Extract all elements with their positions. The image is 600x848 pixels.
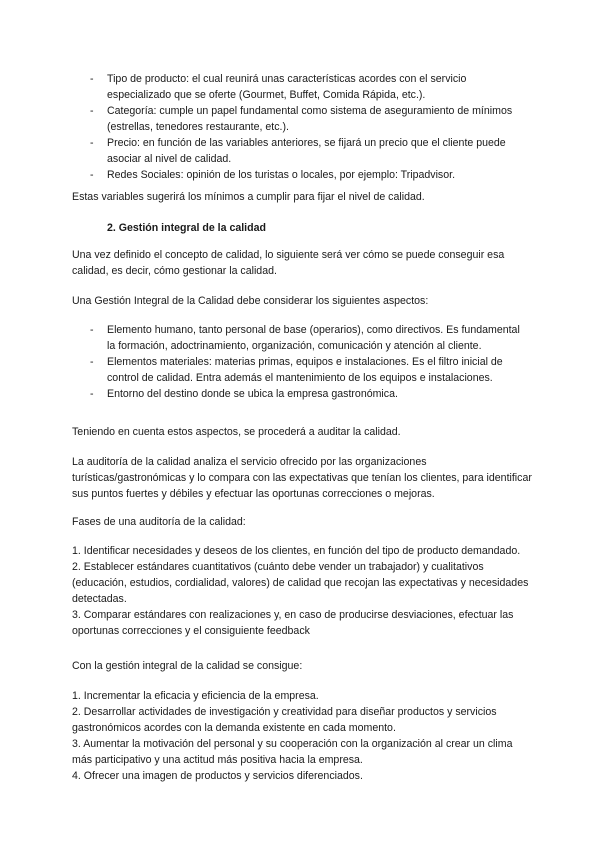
list-item-text: Elementos materiales: materias primas, equipos e instalaciones. Es el filtro inicial de control de calidad. Entra además el mantenimiento de los equipos e instalaciones. — [107, 356, 503, 384]
paragraph-audit-description: La auditoría de la calidad analiza el servicio ofrecido por las organizaciones turísticas/gastronómicas y lo compara con las expectativas que tenían los clientes, para identificar sus puntos fuertes y débiles y efectuar las oportunas correcciones o mejoras. — [72, 456, 532, 500]
list-item — [90, 167, 530, 183]
benefits-list — [72, 688, 534, 784]
paragraph-benefits-intro: Con la gestión integral de la calidad se consigue: — [72, 660, 303, 672]
paragraph-audit-intro: Teniendo en cuenta estos aspectos, se procederá a auditar la calidad. — [72, 426, 401, 438]
list-item: 3. Aumentar la motivación del personal y su cooperación con la organización al crear un clima más participativo y una actitud más positiva hacia la empresa. — [72, 738, 513, 766]
paragraph-variables: Estas variables sugerirá los mínimos a cumplir para fijar el nivel de calidad. — [72, 191, 425, 203]
list-item — [90, 135, 530, 167]
list-item-text: Precio: en función de las variables anteriores, se fijará un precio que el cliente puede asociar al nivel de calidad. — [107, 137, 506, 165]
bullet-marker: - — [90, 137, 94, 149]
paragraph-phases-title: Fases de una auditoría de la calidad: — [72, 516, 246, 528]
paragraph-aspects-intro: Una Gestión Integral de la Calidad debe considerar los siguientes aspectos: — [72, 295, 429, 307]
list-item-text: Tipo de producto: el cual reunirá unas características acordes con el servicio especializado que se oferte (Gourmet, Buffet, Comida Rápida, etc.). — [107, 73, 467, 101]
list-item-text: Redes Sociales: opinión de los turistas o locales, por ejemplo: Tripadvisor. — [107, 169, 456, 181]
list-item-text: Entorno del destino donde se ubica la empresa gastronómica. — [107, 388, 398, 400]
section-heading: 2. Gestión integral de la calidad — [107, 222, 266, 234]
bullet-marker: - — [90, 388, 94, 400]
list-item — [90, 322, 530, 354]
list-item — [90, 354, 530, 386]
aspects-list — [90, 322, 530, 402]
phases-list — [72, 543, 534, 639]
bullet-marker: - — [90, 356, 94, 368]
list-item: 4. Ofrecer una imagen de productos y servicios diferenciados. — [72, 770, 363, 782]
list-item — [90, 103, 530, 135]
list-item: 1. Incrementar la eficacia y eficiencia de la empresa. — [72, 690, 319, 702]
list-item: 2. Establecer estándares cuantitativos (cuánto debe vender un trabajador) y cualitativos (educación, estudios, cordialidad, valores) de calidad que recojan las expectativas y necesidades detectadas. — [72, 561, 529, 605]
list-item: 2. Desarrollar actividades de investigación y creatividad para diseñar productos y servicios gastronómicos acordes con la demanda existente en cada momento. — [72, 706, 497, 734]
list-item-text: Elemento humano, tanto personal de base (operarios), como directivos. Es fundamental la formación, adoctrinamiento, organización, comunicación y atención al cliente. — [107, 324, 520, 352]
bullet-marker: - — [90, 324, 94, 336]
list-item-text: Categoría: cumple un papel fundamental como sistema de aseguramiento de mínimos (estrellas, tenedores restaurante, etc.). — [107, 105, 513, 133]
list-item: 1. Identificar necesidades y deseos de los clientes, en función del tipo de producto demandado. — [72, 545, 521, 557]
list-item: 3. Comparar estándares con realizaciones y, en caso de producirse desviaciones, efectuar las oportunas correcciones y el consiguiente feedback — [72, 609, 514, 637]
list-item — [90, 386, 530, 402]
bullet-marker: - — [90, 105, 94, 117]
paragraph-intro: Una vez definido el concepto de calidad, lo siguiente será ver cómo se puede conseguir esa calidad, es decir, cómo gestionar la calidad. — [72, 249, 505, 277]
product-variables-list — [90, 71, 530, 183]
bullet-marker: - — [90, 73, 94, 85]
bullet-marker: - — [90, 169, 94, 181]
list-item — [90, 71, 530, 103]
